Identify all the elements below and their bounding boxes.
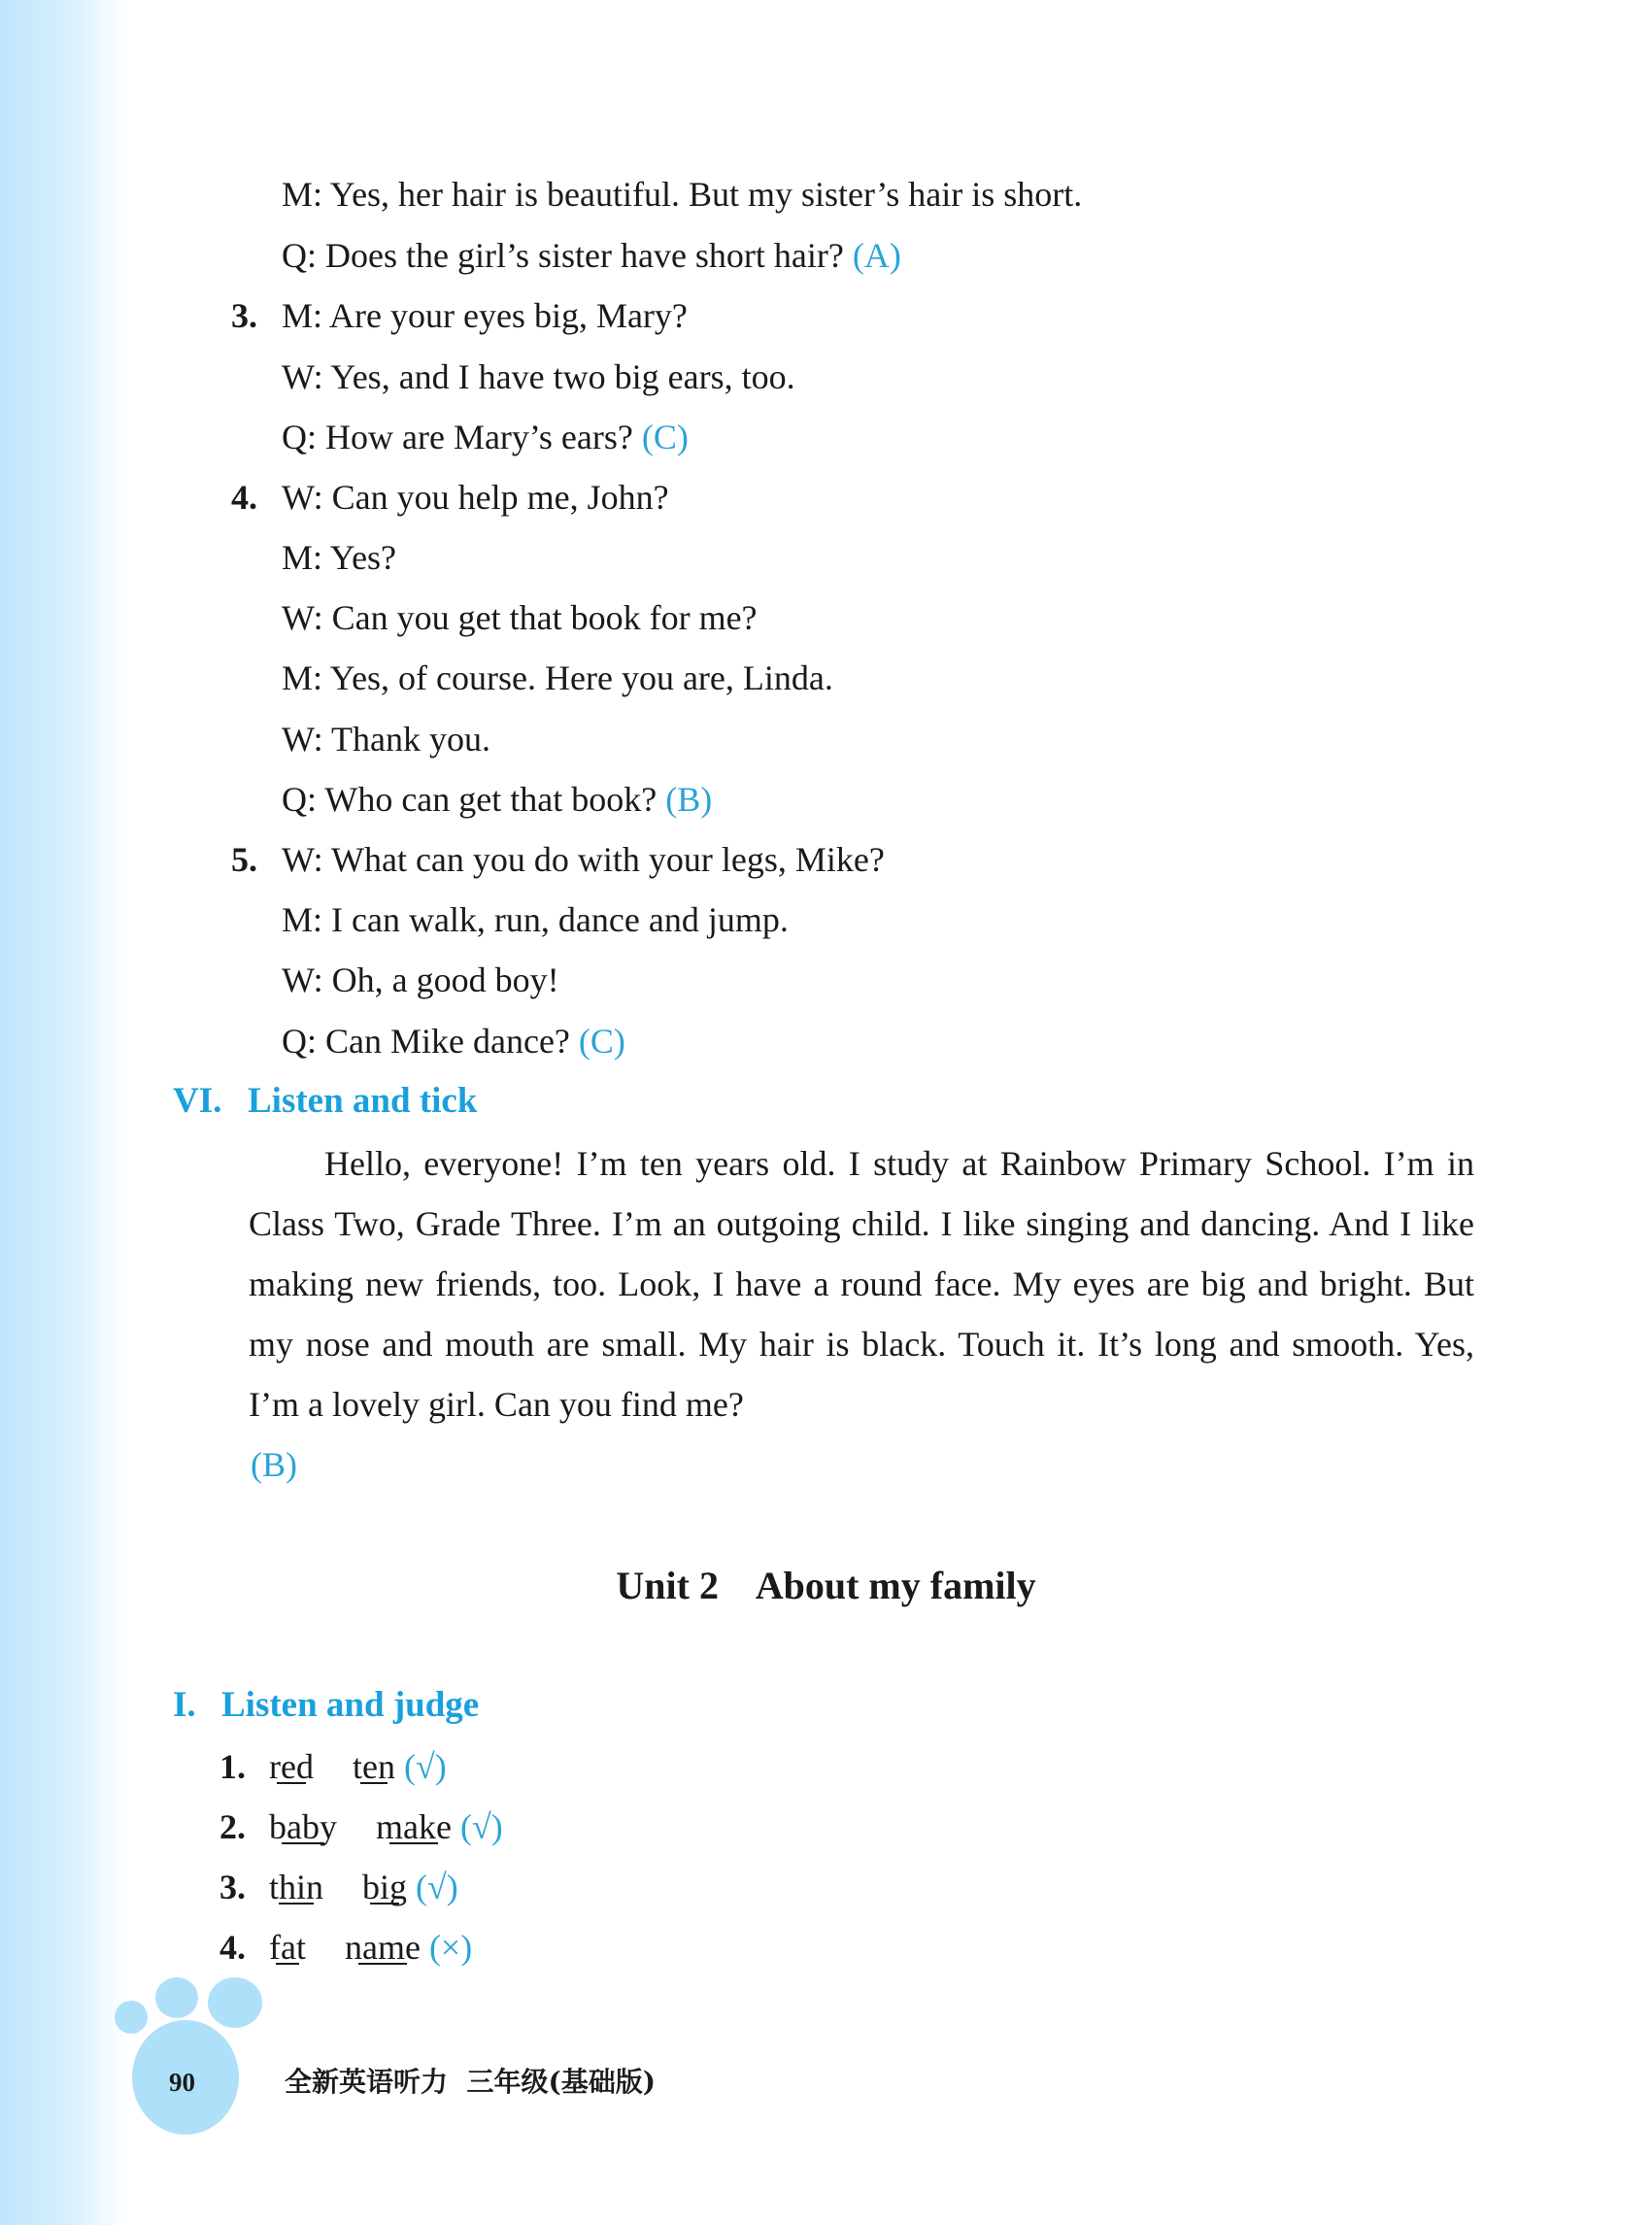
paw-toe-icon bbox=[115, 2001, 148, 2034]
item-number: 3. bbox=[219, 1868, 246, 1906]
word: fat bbox=[269, 1928, 306, 1967]
answer-mark: (√) bbox=[459, 1807, 503, 1846]
section-label-i: I. bbox=[173, 1685, 196, 1725]
word: thin bbox=[269, 1868, 324, 1906]
dialog-line: Q: Does the girl’s sister have short hair? (A) bbox=[282, 236, 901, 275]
answer-mark: (√) bbox=[403, 1747, 447, 1786]
dialog-line: Q: Can Mike dance? (C) bbox=[282, 1022, 625, 1061]
book-title: 全新英语听力 三年级(基础版) bbox=[285, 2066, 656, 2098]
answer-mark: (×) bbox=[428, 1928, 473, 1967]
answer-mark: (C) bbox=[578, 1022, 625, 1061]
dialog-line: M: Yes, her hair is beautiful. But my sister’s hair is short. bbox=[282, 175, 1083, 214]
dialog-line: W: Can you get that book for me? bbox=[282, 598, 758, 637]
word: big bbox=[362, 1868, 408, 1906]
dialog-line: W: What can you do with your legs, Mike? bbox=[282, 840, 885, 879]
answer-mark: (B) bbox=[665, 780, 713, 819]
dialog-line: W: Oh, a good boy! bbox=[282, 961, 559, 999]
word-pair bbox=[269, 1745, 447, 1788]
answer-mark: (A) bbox=[852, 236, 901, 275]
dialog-line: Q: Who can get that book? (B) bbox=[282, 780, 713, 819]
item-number: 4. bbox=[219, 1928, 246, 1967]
word: ten bbox=[352, 1747, 395, 1786]
section-title-vi: Listen and tick bbox=[248, 1081, 478, 1121]
item-number: 2. bbox=[219, 1807, 246, 1846]
item-number: 5. bbox=[231, 840, 257, 879]
answer-mark: (C) bbox=[641, 418, 689, 456]
item-number: 4. bbox=[231, 478, 257, 517]
word-pair bbox=[269, 1866, 458, 1908]
unit-title: Unit 2 About my family bbox=[616, 1564, 1036, 1607]
item-number: 3. bbox=[231, 296, 257, 335]
dialog-line: Q: How are Mary’s ears? (C) bbox=[282, 418, 689, 456]
dialog-line: M: Are your eyes big, Mary? bbox=[282, 296, 688, 335]
answer-mark: (B) bbox=[251, 1445, 297, 1484]
word: make bbox=[375, 1807, 452, 1846]
word-pair bbox=[269, 1926, 472, 1969]
word: red bbox=[269, 1747, 314, 1786]
dialog-line: W: Can you help me, John? bbox=[282, 478, 669, 517]
word-pair bbox=[269, 1805, 503, 1848]
dialog-line: M: I can walk, run, dance and jump. bbox=[282, 900, 789, 939]
side-color-strip bbox=[0, 0, 126, 2225]
word: baby bbox=[269, 1807, 337, 1846]
dialog-line: W: Thank you. bbox=[282, 720, 490, 759]
page-number: 90 bbox=[169, 2068, 195, 2097]
listening-paragraph: Hello, everyone! I’m ten years old. I study at Rainbow Primary School. I’m in Class Two, Grade Three. I’m an outgoing child. I like singing and dancing. And I like making new friends, too. Look, I have a round face. My eyes are big and bright. But my nose and mouth are small. My hair is black. Touch it. It’s long and smooth. Yes, I’m a lovely girl. Can you find me? bbox=[249, 1144, 1474, 1424]
dialog-line: M: Yes? bbox=[282, 538, 397, 577]
paw-toe-icon bbox=[208, 1977, 262, 2028]
answer-mark: (√) bbox=[416, 1868, 458, 1906]
word: name bbox=[344, 1928, 421, 1967]
dialog-line: W: Yes, and I have two big ears, too. bbox=[282, 357, 795, 396]
section-title-i: Listen and judge bbox=[221, 1685, 480, 1725]
item-number: 1. bbox=[219, 1747, 246, 1786]
dialog-line: M: Yes, of course. Here you are, Linda. bbox=[282, 658, 833, 697]
paw-toe-icon bbox=[155, 1977, 198, 2018]
section-label-vi: VI. bbox=[173, 1081, 222, 1121]
